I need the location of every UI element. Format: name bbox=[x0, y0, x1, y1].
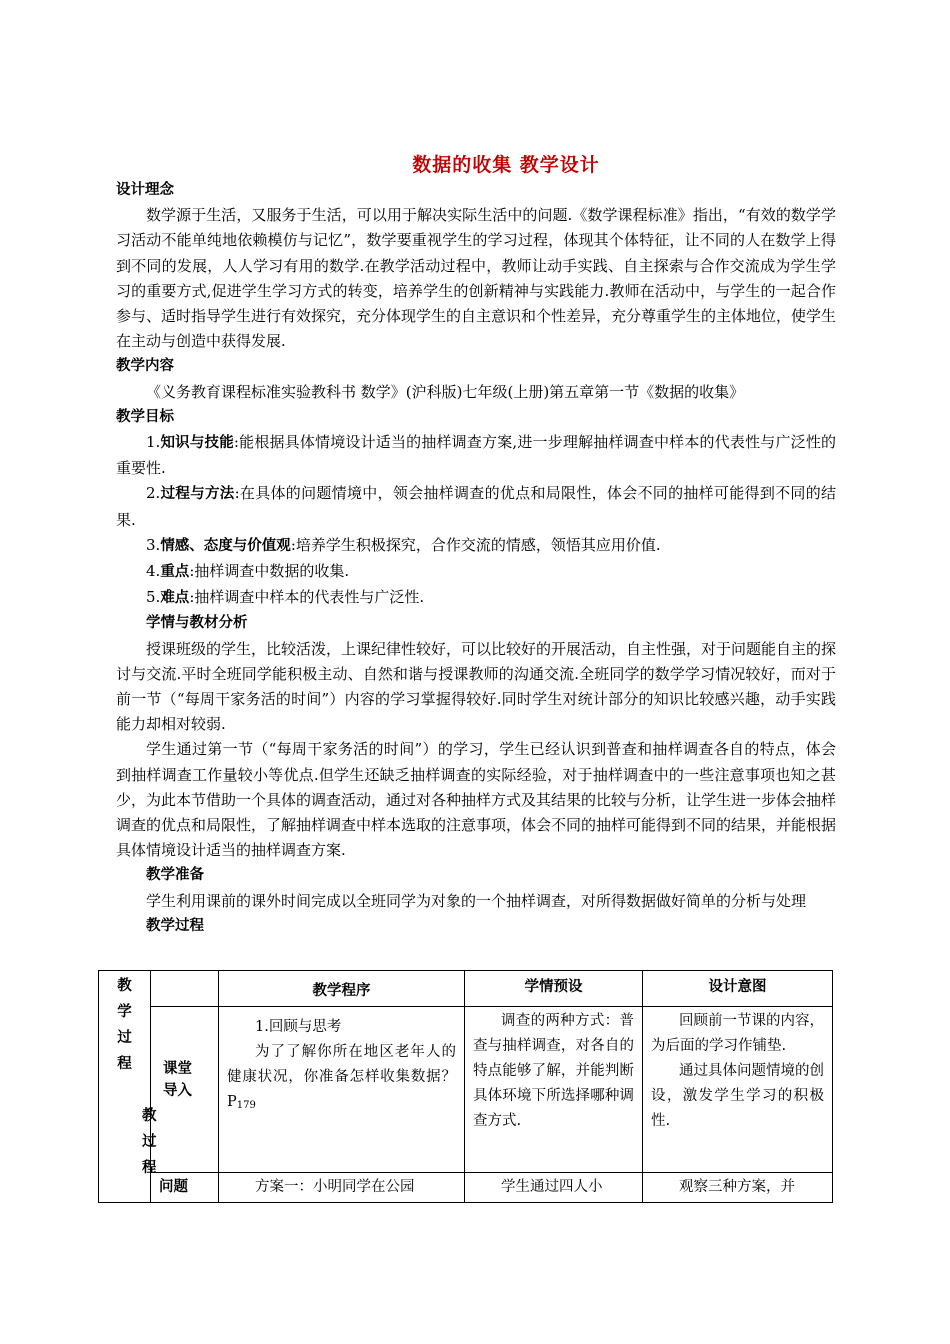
stage-overlay-text: 教过程 bbox=[142, 1108, 157, 1176]
section-heading-objectives: 教学目标 bbox=[116, 408, 174, 425]
content-paragraph: 《义务教育课程标准实验教科书 数学》(沪科版)七年级(上册)第五章第一节《数据的收集》 bbox=[146, 382, 745, 401]
intent-cell: 观察三种方案，并 bbox=[643, 1173, 833, 1203]
objective-item: 5.难点:抽样调查中样本的代表性与广泛性. bbox=[146, 588, 425, 607]
section-heading-analysis: 学情与教材分析 bbox=[146, 615, 248, 632]
analysis-paragraph-2: 学生通过第一节（“每周干家务活的时间”）的学习，学生已经认识到普查和抽样调查各自的特点，体会到抽样调查工作量较小等优点.但学生还缺乏抽样调查的实际经验，对于抽样调查中的一些注意事项也知之甚少，为此本节借助一个具体的调查活动，通过对各种抽样方式及其结果的比较与分析，让学生进一步体会抽样调查的优点和局限性，了解抽样调查中样本选取的注意事项，体会不同的抽样可能得到不同的结果，并能根据具体情境设计适当的抽样调查方案. bbox=[116, 740, 837, 860]
document-body bbox=[116, 178, 836, 939]
objective-item: 4.重点:抽样调查中数据的收集. bbox=[146, 562, 350, 581]
table-header-row bbox=[99, 971, 833, 1007]
empty-header-cell bbox=[151, 971, 219, 1007]
section-heading-preparation: 教学准备 bbox=[146, 867, 204, 884]
stage-cell-intro: 课堂导入 教过程 bbox=[151, 1007, 219, 1173]
section-heading-process: 教学过程 bbox=[146, 917, 204, 934]
procedure-cell: 1.回顾与思考 为了了解你所在地区老年人的健康状况，你准备怎样收集数据？$P_{179}$ bbox=[219, 1007, 465, 1173]
header-intent: 设计意图 bbox=[643, 971, 833, 1007]
preset-cell: 学生通过四人小 bbox=[465, 1173, 643, 1203]
objective-item: 3.情感、态度与价值观:培养学生积极探究，合作交流的情感，领悟其应用价值. bbox=[146, 535, 661, 554]
preparation-paragraph: 学生利用课前的课外时间完成以全班同学为对象的一个抽样调查，对所得数据做好简单的分析与处理 bbox=[146, 891, 807, 910]
document-title: 数据的收集 教学设计 bbox=[412, 154, 600, 176]
objective-item: 1.知识与技能:能根据具体情境设计适当的抽样调查方案,进一步理解抽样调查中样本的代表性与广泛性的重要性. bbox=[116, 433, 837, 478]
table-row bbox=[99, 1007, 833, 1173]
analysis-paragraph-1: 授课班级的学生，比较活泼，上课纪律性较好，可以比较好的开展活动，自主性强，对于问题能自主的探讨与交流.平时全班同学能积极主动、自然和谐与授课教师的沟通交流.全班同学的数学学习情况较好，而对于前一节（“每周干家务活的时间”）内容的学习掌握得较好.同时学生对统计部分的知识比较感兴趣，动手实践能力却相对较弱. bbox=[116, 639, 837, 734]
stage-cell-problem: 问题 bbox=[151, 1173, 219, 1203]
section-heading-content: 教学内容 bbox=[116, 358, 174, 375]
header-preset: 学情预设 bbox=[465, 971, 643, 1007]
preset-cell: 调查的两种方式：普查与抽样调查，对各自的特点能够了解，并能判断具体环境下所选择哪种调查方式. bbox=[465, 1007, 643, 1173]
header-procedure: 教学程序 bbox=[219, 971, 465, 1007]
intent-cell: 回顾前一节课的内容，为后面的学习作铺垫. 通过具体问题情境的创设，激发学生学习的积极性. bbox=[643, 1007, 833, 1173]
process-column-label: 教学过程 bbox=[99, 971, 151, 1203]
objective-item: 2.过程与方法:在具体的问题情境中，领会抽样调查的优点和局限性，体会不同的抽样可能得到不同的结果. bbox=[116, 484, 836, 529]
procedure-cell: 方案一：小明同学在公园 bbox=[219, 1173, 465, 1203]
section-heading-design-concept: 设计理念 bbox=[116, 182, 174, 198]
design-concept-paragraph: 数学源于生活，又服务于生活，可以用于解决实际生活中的问题.《数学课程标准》指出，“有效的数学学习活动不能单纯地依赖模仿与记忆”，数学要重视学生的学习过程，体现其个体特征，让不同的人在数学上得到不同的发展，人人学习有用的数学.在教学活动过程中，教师让动手实践、自主探索与合作交流成为学生学习的重要方式,促进学生学习方式的转变，培养学生的创新精神与实践能力.教师在活动中，与学生的一起合作参与、适时指导学生进行有效探究，充分体现学生的自主意识和个性差异，充分尊重学生的主体地位，使学生在主动与创造中获得发展. bbox=[116, 206, 837, 351]
teaching-process-table bbox=[98, 970, 833, 1203]
table-row bbox=[99, 1173, 833, 1203]
